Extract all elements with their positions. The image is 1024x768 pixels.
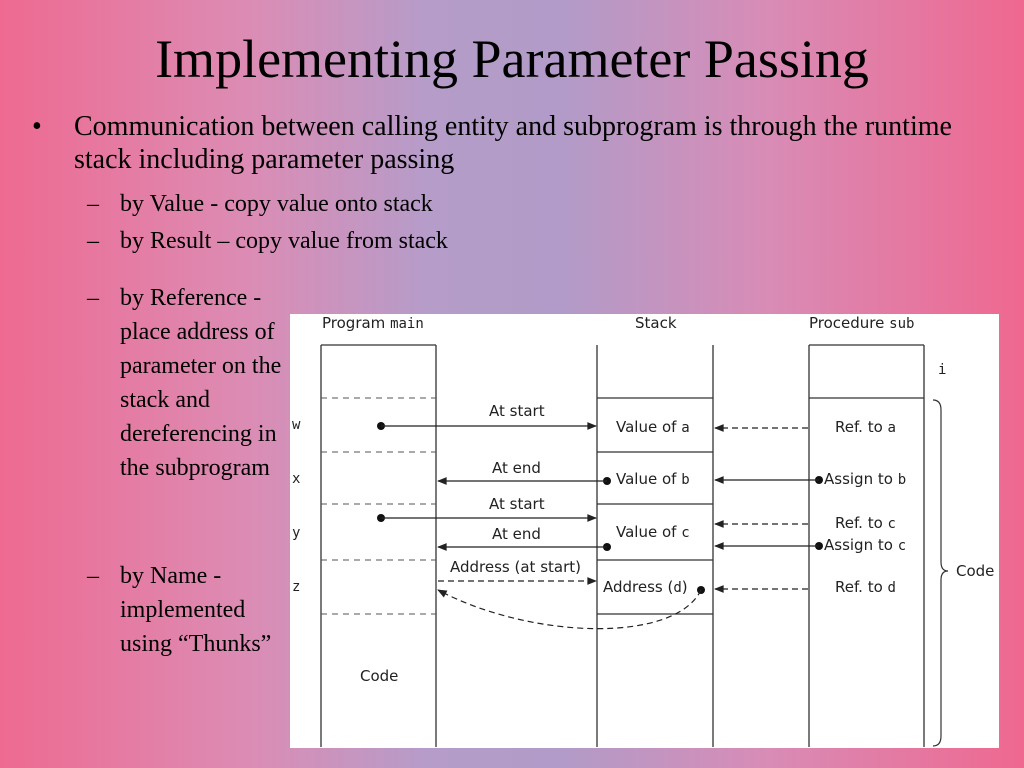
var-x-label: x	[292, 471, 301, 487]
dash-marker: –	[87, 285, 99, 311]
arrow-label-at-start-w: At start	[489, 402, 545, 420]
parameter-passing-diagram	[290, 314, 999, 748]
arrow-label-at-end-x: At end	[492, 459, 541, 477]
main-bullet-text: Communication between calling entity and subprogram is through the runtime stack including parameter passing	[74, 111, 952, 175]
sub-assign-b: Assign to b	[824, 470, 907, 488]
stack-cell-value-c: Value of c	[616, 523, 690, 541]
stack-cell-address-d: Address (d)	[603, 578, 688, 596]
main-code-label: Code	[360, 667, 399, 685]
main-dividers	[321, 398, 436, 614]
var-y-label: y	[292, 525, 301, 541]
sub-bullet-text: by Result – copy value from stack	[120, 228, 448, 254]
bullet-marker: •	[32, 111, 42, 142]
dash-marker: –	[87, 228, 99, 254]
main-frame	[321, 345, 436, 747]
code-brace	[933, 400, 948, 746]
sub-ref-d: Ref. to d	[835, 578, 896, 596]
sub-bullet-text: by Name - implemented using “Thunks”	[120, 563, 272, 657]
procedure-sub-header: Procedure sub	[809, 314, 915, 332]
stack-cell-value-a: Value of a	[616, 418, 690, 436]
sub-bullet-text: by Value - copy value onto stack	[120, 191, 433, 217]
sub-ref-a: Ref. to a	[835, 418, 896, 436]
sub-ref-c: Ref. to c	[835, 514, 896, 532]
var-z-label: z	[292, 579, 301, 595]
dash-marker: –	[87, 191, 99, 217]
arrow-label-address-at-start: Address (at start)	[450, 558, 581, 576]
stack-cell-value-b: Value of b	[616, 470, 690, 488]
stack-frame	[597, 345, 713, 747]
sub-assign-c: Assign to c	[824, 536, 907, 554]
arrow-label-at-start-y: At start	[489, 495, 545, 513]
diagram-svg	[290, 314, 999, 748]
var-w-label: w	[292, 417, 301, 433]
stack-header: Stack	[635, 314, 677, 332]
sub-bullet-text: by Reference - place address of parameter on the stack and dereferencing in the subprogram	[120, 285, 282, 481]
arrow-label-at-end-y: At end	[492, 525, 541, 543]
program-main-header: Program main	[322, 314, 424, 332]
sub-code-label: Code	[956, 562, 995, 580]
slide-title: Implementing Parameter Passing	[155, 29, 869, 89]
dash-marker: –	[87, 563, 99, 589]
var-i-label: i	[938, 362, 947, 378]
